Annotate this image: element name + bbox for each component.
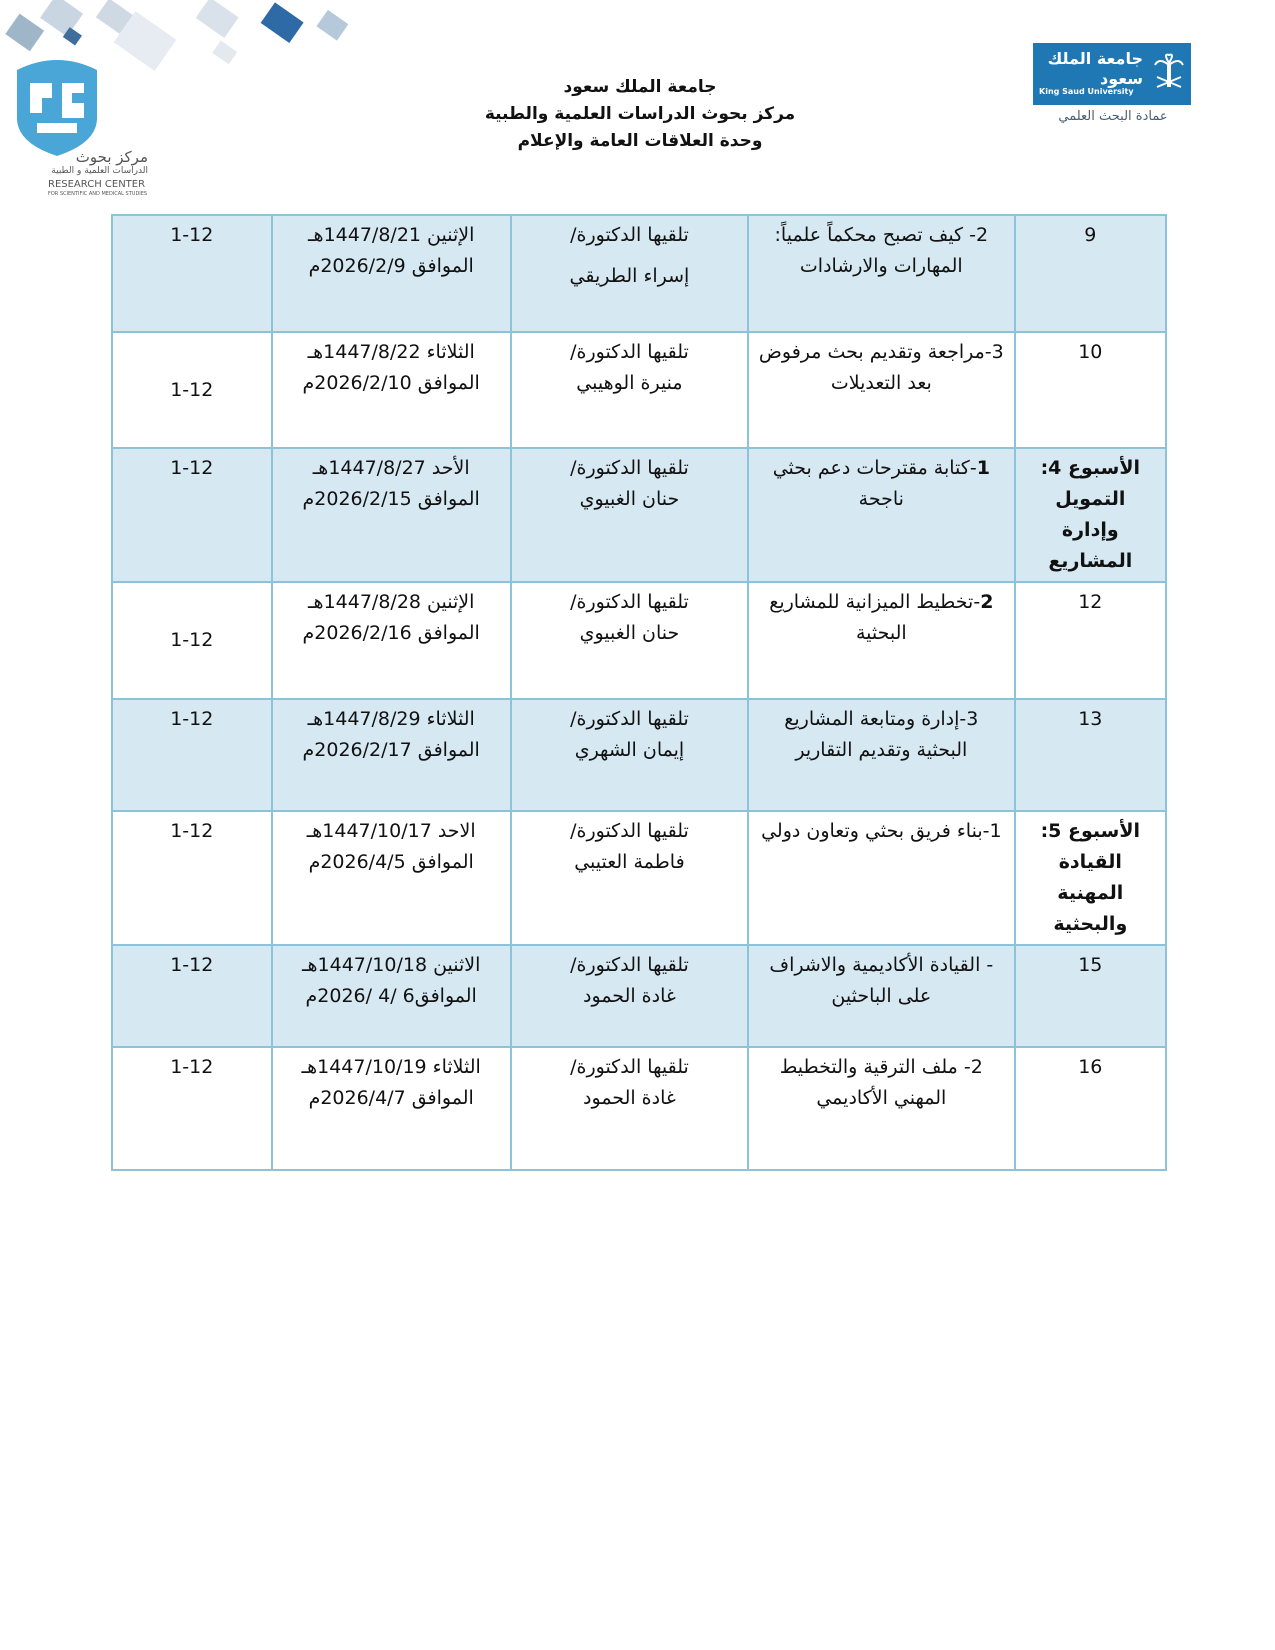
table-row	[112, 332, 1166, 448]
presenter-title: تلقيها الدكتورة/	[570, 954, 689, 976]
presenter-name: منيرة الوهيبي	[576, 372, 683, 394]
gregorian-date: الموافق 2026/2/16م	[302, 622, 480, 644]
week-label-cell: الأسبوع 4: التمويل وإدارة المشاريع	[1015, 448, 1166, 582]
schedule-table	[111, 214, 1167, 1171]
date-cell	[272, 945, 511, 1047]
presenter-title: تلقيها الدكتورة/	[570, 341, 689, 363]
topic-cell	[748, 448, 1015, 582]
table-row	[112, 699, 1166, 811]
week-label-cell: الأسبوع 5: القيادة المهنية والبحثية	[1015, 811, 1166, 945]
presenter-name: غادة الحمود	[583, 985, 676, 1007]
time-cell: 1-12	[112, 215, 272, 332]
topic-text: -بناء فريق بحثي وتعاون دولي	[761, 820, 990, 842]
table-row	[112, 945, 1166, 1047]
hijri-date: الثلاثاء 1447/8/22هـ	[307, 341, 475, 363]
presenter-cell	[511, 332, 748, 448]
topic-number: 1	[989, 820, 1002, 842]
time-cell: 1-12	[112, 1047, 272, 1170]
ksu-arabic-name: جامعة الملك سعود	[1047, 49, 1143, 88]
presenter-cell	[511, 215, 748, 332]
topic-text: - كيف تصبح محكماً علمياً: المهارات والارشادات	[774, 224, 976, 277]
presenter-name: إيمان الشهري	[574, 739, 685, 761]
hijri-date: الإثنين 1447/8/28هـ	[307, 591, 475, 613]
session-number-cell: 15	[1015, 945, 1166, 1047]
date-cell	[272, 811, 511, 945]
presenter-cell	[511, 699, 748, 811]
presenter-name: حنان الغبيوي	[579, 622, 680, 644]
time-cell: 1-12	[112, 448, 272, 582]
date-cell	[272, 448, 511, 582]
session-number-cell: 9	[1015, 215, 1166, 332]
date-cell	[272, 1047, 511, 1170]
topic-text: -إدارة ومتابعة المشاريع البحثية وتقديم التقارير	[784, 708, 968, 761]
topic-number: 3	[991, 341, 1004, 363]
gregorian-date: الموافق 2026/2/15م	[302, 488, 480, 510]
topic-number: 3	[966, 708, 979, 730]
session-number-cell: 10	[1015, 332, 1166, 448]
presenter-title: تلقيها الدكتورة/	[570, 820, 689, 842]
date-cell	[272, 215, 511, 332]
gregorian-date: الموافق 2026/4/5م	[308, 851, 474, 873]
topic-number: 2	[970, 1056, 983, 1078]
king-saud-university-logo	[1033, 43, 1203, 133]
gregorian-date: الموافق 2026/2/10م	[302, 372, 480, 394]
hijri-date: الإثنين 1447/8/21هـ	[307, 224, 475, 246]
topic-text: -تخطيط الميزانية للمشاريع البحثية	[769, 591, 981, 644]
logo-english-subtext: FOR SCIENTIFIC AND MEDICAL STUDIES	[48, 191, 148, 197]
topic-number: 1	[976, 457, 990, 479]
topic-cell	[748, 1047, 1015, 1170]
logo-arabic-subtext: الدراسات العلمية و الطبية	[51, 166, 148, 176]
session-number-cell: 13	[1015, 699, 1166, 811]
session-number-cell: 12	[1015, 582, 1166, 699]
date-cell	[272, 332, 511, 448]
gregorian-date: الموافق 2026/4/7م	[308, 1087, 474, 1109]
topic-cell	[748, 699, 1015, 811]
gregorian-date: الموافق 2026/2/9م	[308, 255, 474, 277]
hijri-date: الاحد 1447/10/17هـ	[306, 820, 476, 842]
document-header	[430, 74, 850, 155]
presenter-cell	[511, 945, 748, 1047]
date-cell	[272, 582, 511, 699]
table-row	[112, 215, 1166, 332]
ksu-logo-box	[1033, 43, 1191, 105]
presenter-cell	[511, 811, 748, 945]
presenter-title: تلقيها الدكتورة/	[570, 457, 689, 479]
gregorian-date: الموافق6 /4 /2026م	[305, 985, 477, 1007]
presenter-title: تلقيها الدكتورة/	[570, 1056, 689, 1078]
topic-text: - ملف الترقية والتخطيط المهني الأكاديمي	[779, 1056, 971, 1109]
date-cell	[272, 699, 511, 811]
shield-icon	[12, 58, 102, 158]
topic-cell	[748, 811, 1015, 945]
topic-cell	[748, 582, 1015, 699]
presenter-title: تلقيها الدكتورة/	[570, 591, 689, 613]
presenter-cell	[511, 582, 748, 699]
topic-cell	[748, 945, 1015, 1047]
presenter-name: حنان الغبيوي	[579, 488, 680, 510]
table-row	[112, 1047, 1166, 1170]
ksu-deanship-caption: عمادة البحث العلمي	[1058, 109, 1168, 124]
hijri-date: الثلاثاء 1447/10/19هـ	[301, 1056, 481, 1078]
hijri-date: الاثنين 1447/10/18هـ	[301, 954, 481, 976]
time-cell: 1-12	[112, 811, 272, 945]
hijri-date: الأحد 1447/8/27هـ	[312, 457, 470, 479]
header-unit: وحدة العلاقات العامة والإعلام	[517, 131, 763, 151]
session-number-cell: 16	[1015, 1047, 1166, 1170]
presenter-title: تلقيها الدكتورة/	[570, 224, 689, 246]
table-row	[112, 448, 1166, 582]
table-row	[112, 582, 1166, 699]
presenter-name: إسراء الطريقي	[569, 265, 690, 287]
research-center-logo	[8, 58, 168, 198]
logo-english-text: RESEARCH CENTER	[48, 179, 146, 190]
gregorian-date: الموافق 2026/2/17م	[302, 739, 480, 761]
header-university: جامعة الملك سعود	[563, 77, 717, 97]
time-cell: 1-12	[112, 945, 272, 1047]
time-cell: 1-12	[112, 332, 272, 448]
time-cell: 1-12	[112, 699, 272, 811]
topic-cell	[748, 215, 1015, 332]
header-center: مركز بحوث الدراسات العلمية والطبية	[484, 104, 796, 124]
hijri-date: الثلاثاء 1447/8/29هـ	[307, 708, 475, 730]
presenter-title: تلقيها الدكتورة/	[570, 708, 689, 730]
topic-number: 2	[976, 224, 989, 246]
topic-number: 2	[980, 591, 994, 613]
presenter-name: غادة الحمود	[583, 1087, 676, 1109]
palm-emblem-icon	[1153, 53, 1185, 93]
time-cell: 1-12	[112, 582, 272, 699]
presenter-name: فاطمة العتيبي	[574, 851, 685, 873]
table-row	[112, 811, 1166, 945]
topic-text: -مراجعة وتقديم بحث مرفوض بعد التعديلات	[758, 341, 992, 394]
topic-text: -كتابة مقترحات دعم بحثي ناجحة	[772, 457, 977, 510]
ksu-english-name: King Saud University	[1039, 87, 1134, 96]
topic-cell	[748, 332, 1015, 448]
presenter-cell	[511, 448, 748, 582]
presenter-cell	[511, 1047, 748, 1170]
topic-text: - القيادة الأكاديمية والاشراف على الباحثين	[769, 954, 994, 1007]
logo-arabic-text: مركز بحوث	[75, 148, 148, 166]
